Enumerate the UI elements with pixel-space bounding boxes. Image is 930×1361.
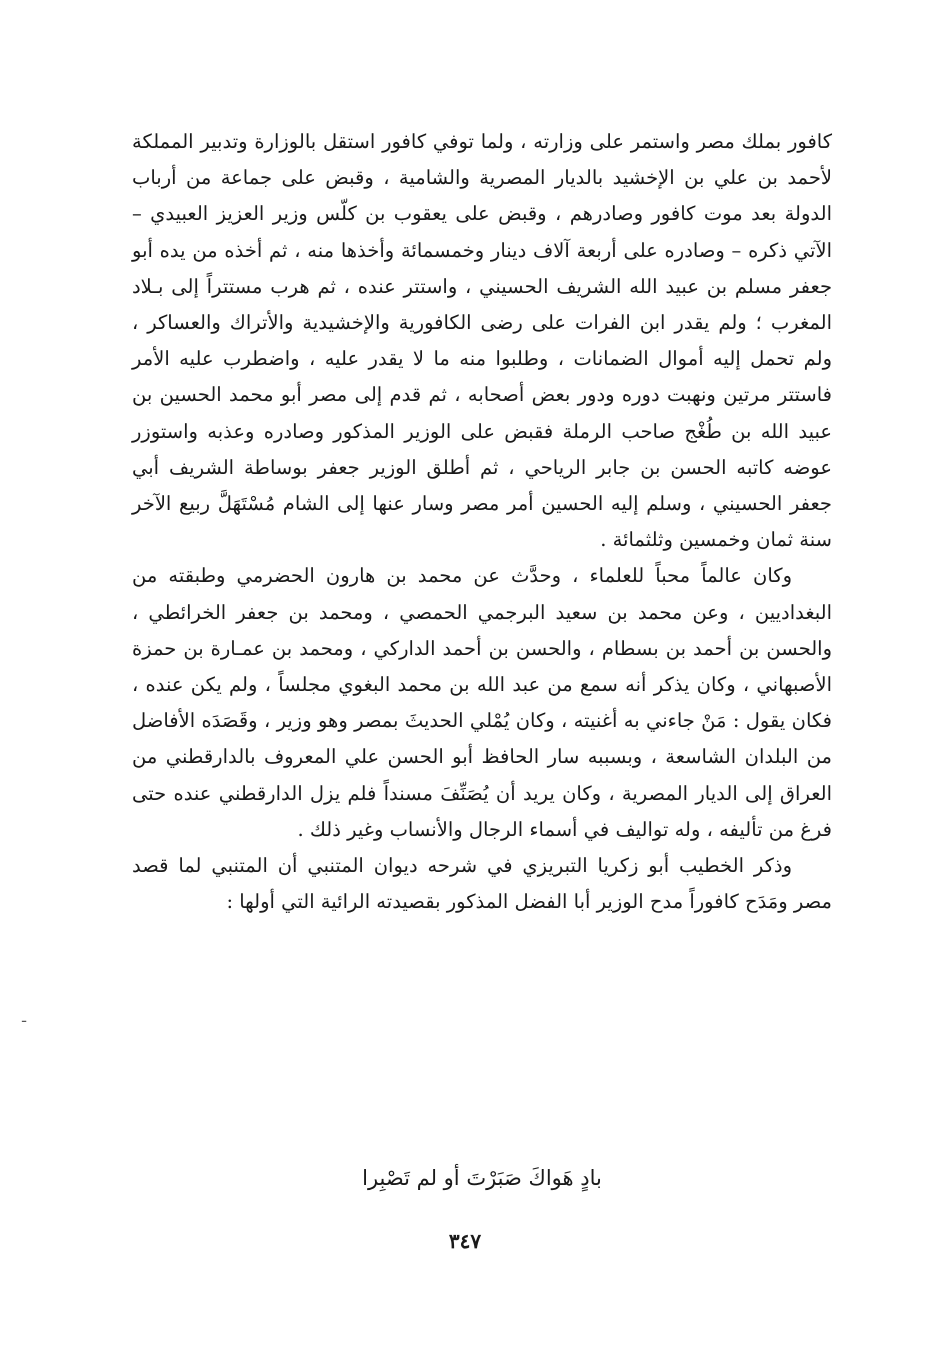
paragraph-1: كافور بملك مصر واستمر على وزارته ، ولما توفي كافور استقل بالوزارة وتدبير المملكة لأحمد بن علي بن الإخشيد بالديار المصرية والشامية ، وقبض على جماعة من أرباب الدولة بعد موت كافور وصادرهم ، وقبض على يعقوب بن كلّس وزير العزيز العبيدي – الآتي ذكره – وصادره على أربعة آلاف دينار وخمسمائة وأخذها منه ، ثم أخذه من يده أبو جعفر مسلم بن عبيد الله الشريف الحسيني ، واستتر عنده ، ثم هرب مستتراً إلى بـلاد المغرب ؛ ولم يقدر ابن الفرات على رضى الكافورية والإخشيدية والأتراك والعساكر ، ولم تحمل إليه أموال الضمانات ، وطلبوا منه ما لا يقدر عليه ، واضطرب عليه الأمر فاستتر مرتين ونهبت دوره ودور بعض أصحابه ، ثم قدم إلى مصر أبو محمد الحسين بن عبيد الله بن طُغْج صاحب الرملة فقبض على الوزير المذكور وصادره وعذبه واستوزر عوضه كاتبه الحسن بن جابر الرياحي ، ثم أطلق الوزير جعفر بوساطة الشريف أبي جعفر الحسيني ، وسلم إليه الحسين أمر مصر وسار عنها إلى الشام مُسْتَهَلَّ ربيع الآخر سنة ثمان وخمسين وثلثمائة . bbox=[132, 130, 832, 552]
page-number: ٣٤٧ bbox=[448, 1229, 482, 1253]
body-text bbox=[132, 124, 832, 920]
paragraph-3: وذكر الخطيب أبو زكريا التبريزي في شرحه ديوان المتنبي أن المتنبي لما قصد مصر ومَدَح كافوراً مدح الوزير أبا الفضل المذكور بقصيدته الرائية التي أولها : bbox=[132, 854, 832, 914]
poem-verse: بادٍ هَواكَ صَبَرْتَ أو لم تَصْبِرا bbox=[362, 1166, 602, 1190]
margin-mark: ـ bbox=[22, 1010, 27, 1026]
paragraph-2: وكان عالماً محباً للعلماء ، وحدَّث عن محمد بن هارون الحضرمي وطبقته من البغداديين ، وعن محمد بن سعيد البرجمي الحمصي ، ومحمد بن جعفر الخرائطي ، والحسن بن أحمد بن بسطام ، والحسن بن أحمد الداركي ، ومحمد بن عمـارة بن حمزة الأصبهاني ، وكان يذكر أنه سمع من عبد الله بن محمد البغوي مجلساً ، ولم يكن عنده ، فكان يقول : مَنْ جاءني به أغنيته ، وكان يُمْلي الحديثَ بمصر وهو وزير ، وقَصَدَه الأفاضل من البلدان الشاسعة ، وبسببه سار الحافظ أبو الحسن علي المعروف بالدارقطني من العراق إلى الديار المصرية ، وكان يريد أن يُصَنِّفَ مسنداً فلم يزل الدارقطني عنده حتى فرغ من تأليفه ، وله تواليف في أسماء الرجال والأنساب وغير ذلك . bbox=[132, 564, 832, 841]
